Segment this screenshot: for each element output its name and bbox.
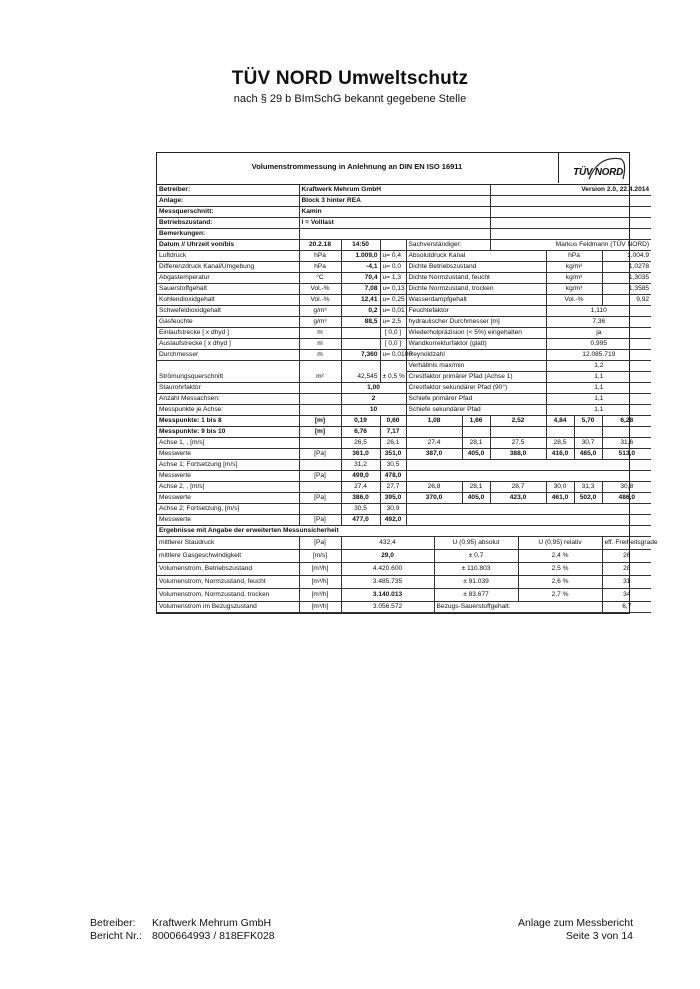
cell-value: 386,0 xyxy=(341,493,380,504)
param-unit: m xyxy=(299,328,341,339)
cell-value: 405,0 xyxy=(462,449,490,460)
param-right-label: Crestfaktor primärer Pfad (Achse 1) xyxy=(406,372,546,383)
cell-value: 492,0 xyxy=(380,515,406,526)
form-title: Volumenstrommessung in Anlehnung an DIN EN ISO 16911 xyxy=(251,162,463,171)
result-rel: 2,7 % xyxy=(518,589,602,602)
param-right-value: 1,3585 xyxy=(602,284,651,295)
param-label: Differenzdruck Kanal/Umgebung xyxy=(157,262,299,273)
cell-value: 5,70 xyxy=(574,416,602,427)
result-row xyxy=(157,537,651,550)
param-label: Luftdruck xyxy=(157,251,299,262)
footer-operator xyxy=(90,917,275,930)
cell-value: 6,76 xyxy=(341,427,380,438)
row-unit: [m] xyxy=(299,416,341,427)
info-value: Kamin xyxy=(299,207,490,218)
param-right-value: 1,110 xyxy=(546,306,651,317)
cell-value: 4,84 xyxy=(546,416,574,427)
expert-name: Markus Feldmann (TÜV NORD) xyxy=(490,240,651,251)
param-value: 70,4 xyxy=(341,273,380,284)
info-value: l = Volllast xyxy=(299,218,490,229)
cell-value: 27,4 xyxy=(341,482,380,493)
param-right-unit: kg/m³ xyxy=(546,284,602,295)
footer-report-label: Bericht Nr.: xyxy=(90,930,142,942)
footer-report xyxy=(90,930,275,943)
param-right-value: 1,1 xyxy=(546,405,651,416)
cell-value: 370,0 xyxy=(406,493,462,504)
param-unit: Vol.-% xyxy=(299,284,341,295)
row-label: Messwerte xyxy=(157,515,299,526)
param-value: 12,41 xyxy=(341,295,380,306)
cell-value: 27,7 xyxy=(380,482,406,493)
param-value: -4,1 xyxy=(341,262,380,273)
measurement-points-row xyxy=(157,416,651,427)
datum-date: 20.2.18 xyxy=(299,240,341,251)
result-unit: [m/s] xyxy=(299,550,341,563)
cell-value: 416,0 xyxy=(546,449,574,460)
param-label: Staurohrfaktor xyxy=(157,383,299,394)
param-value: 1,00 xyxy=(341,383,406,394)
ratio-row xyxy=(157,361,651,372)
param-value: 42,545 xyxy=(341,372,380,383)
param-right-value: 1.004,9 xyxy=(602,251,651,262)
param-right-value: 1,1 xyxy=(546,394,651,405)
result-label: Volumenstrom, Normzustand, feucht xyxy=(157,576,299,589)
cell-value: 28,1 xyxy=(462,438,490,449)
param-right-value: 9,92 xyxy=(602,295,651,306)
param-right-value: 1,3035 xyxy=(602,273,651,284)
footer-report-value: 8000664993 / 818EFK028 xyxy=(152,930,275,942)
param-unit: m xyxy=(299,339,341,350)
cell-value: 31,3 xyxy=(574,482,602,493)
result-rel: 2,6 % xyxy=(518,576,602,589)
cell-value: 28,1 xyxy=(462,482,490,493)
param-row xyxy=(157,372,651,383)
datum-label: Datum // Uhrzeit von/bis xyxy=(157,240,299,251)
row-unit: [Pa] xyxy=(299,493,341,504)
cell-value: 30,8 xyxy=(602,482,651,493)
param-row xyxy=(157,339,651,350)
param-right-label: Dichte Normzustand, feucht xyxy=(406,273,546,284)
footer-operator-value: Kraftwerk Mehrum GmbH xyxy=(152,917,272,929)
info-value: Kraftwerk Mehrum GmbH xyxy=(299,185,490,196)
param-right-unit: hPa xyxy=(546,251,602,262)
version-label: Version 2.0, 22.4.2014 xyxy=(490,185,651,196)
param-value: 1.009,0 xyxy=(341,251,380,262)
param-right-label: Schiefe sekundärer Pfad xyxy=(406,405,546,416)
result-row xyxy=(157,576,651,589)
result-fg: 28 xyxy=(602,563,651,576)
param-uncertainty: u= 0,0100 xyxy=(380,350,406,361)
reference-o2-label: Bezugs-Sauerstoffgehalt: xyxy=(434,602,602,613)
param-value: 2 xyxy=(341,394,406,405)
result-unit: [m³/h] xyxy=(299,602,341,613)
result-value: 432,4 xyxy=(341,537,434,550)
cell-value: 0,19 xyxy=(341,416,380,427)
param-value: 10 xyxy=(341,405,406,416)
param-uncertainty: [ 0,0 ] xyxy=(380,339,406,350)
result-abs: ± 0,7 xyxy=(434,550,518,563)
param-value: 7,08 xyxy=(341,284,380,295)
param-value: 0,2 xyxy=(341,306,380,317)
param-right-label: Wasserdampfgehalt xyxy=(406,295,546,306)
row-label: Messwerte xyxy=(157,493,299,504)
param-right-value: 1,0278 xyxy=(602,262,651,273)
param-uncertainty: ± 0,5 % xyxy=(380,372,406,383)
cell-value: 2,52 xyxy=(490,416,546,427)
row-label: Achse 1; Fortsetzung [m/s] xyxy=(157,460,299,471)
row-label: Messpunkte: 1 bis 8 xyxy=(157,416,299,427)
param-uncertainty: u= 1,3 xyxy=(380,273,406,284)
info-row xyxy=(157,196,651,207)
param-row xyxy=(157,284,651,295)
result-unit: [Pa] xyxy=(299,537,341,550)
ratio-label: Verhältnis max/min xyxy=(406,361,546,372)
param-label: Auslaufstrecke [ x dhyd ] xyxy=(157,339,299,350)
axis-velocity-row xyxy=(157,482,651,493)
cell-value: 478,0 xyxy=(380,471,406,482)
result-unit: [m³/h] xyxy=(299,576,341,589)
row-label: Achse 2; Fortsetzung, [m/s] xyxy=(157,504,299,515)
col-rel-header: U (0,95) relativ xyxy=(518,537,602,550)
pressure-values-row xyxy=(157,515,651,526)
footer-right xyxy=(518,917,633,943)
cell-value: 30,5 xyxy=(380,460,406,471)
result-abs: ± 110.803 xyxy=(434,563,518,576)
param-value: 7,360 xyxy=(341,350,380,361)
result-rel: 2,4 % xyxy=(518,550,602,563)
param-label: Kohlendioxidgehalt xyxy=(157,295,299,306)
info-label: Bemerkungen: xyxy=(157,229,299,240)
param-row xyxy=(157,273,651,284)
result-value: 29,0 xyxy=(341,550,434,563)
cell-value: 31,6 xyxy=(602,438,651,449)
param-unit: Vol.-% xyxy=(299,295,341,306)
param-unit: g/m³ xyxy=(299,317,341,328)
param-label: Anzahl Messachsen: xyxy=(157,394,299,405)
result-value: 3.056.572 xyxy=(341,602,434,613)
info-label: Messquerschnitt: xyxy=(157,207,299,218)
param-row xyxy=(157,306,651,317)
form-title-row xyxy=(157,153,629,185)
cell-value: 1,66 xyxy=(462,416,490,427)
param-unit: m² xyxy=(299,372,341,383)
param-right-unit: kg/m³ xyxy=(546,273,602,284)
cell-value: 486,0 xyxy=(602,493,651,504)
param-row xyxy=(157,295,651,306)
datum-row xyxy=(157,240,651,251)
cell-value: 1,08 xyxy=(406,416,462,427)
param-unit: °C xyxy=(299,273,341,284)
cell-value: 30,9 xyxy=(380,504,406,515)
result-row xyxy=(157,550,651,563)
cell-value: 461,0 xyxy=(546,493,574,504)
cell-value: 423,0 xyxy=(490,493,546,504)
param-right-value: 7,36 xyxy=(546,317,651,328)
form-table xyxy=(157,185,658,613)
result-label: Volumenstrom im Bezugszustand xyxy=(157,602,299,613)
measurement-points-row xyxy=(157,427,651,438)
cell-value: 499,0 xyxy=(341,471,380,482)
info-label: Anlage: xyxy=(157,196,299,207)
param-right-label: Reynoldzahl xyxy=(406,350,546,361)
info-value xyxy=(299,229,490,240)
result-row xyxy=(157,589,651,602)
param-right-value: 12.085.719 xyxy=(546,350,651,361)
axis-velocity-row xyxy=(157,504,651,515)
param-uncertainty: [ 0,0 ] xyxy=(380,328,406,339)
cell-value: 485,0 xyxy=(574,449,602,460)
info-label: Betriebszustand: xyxy=(157,218,299,229)
param-right-label: Wiederholpräzision (< 5%) eingehalten xyxy=(406,328,546,339)
axis-velocity-row xyxy=(157,460,651,471)
result-abs: ± 91.039 xyxy=(434,576,518,589)
param-right-label: Dichte Normzustand, trocken xyxy=(406,284,546,295)
cell-value: 477,0 xyxy=(341,515,380,526)
result-unit: [m³/h] xyxy=(299,563,341,576)
datum-time: 14:50 xyxy=(341,240,380,251)
row-label: Messwerte xyxy=(157,471,299,482)
cell-value: 26,5 xyxy=(341,438,380,449)
tuv-nord-logo xyxy=(558,153,629,183)
param-uncertainty: u= 2,5 xyxy=(380,317,406,328)
param-row xyxy=(157,394,651,405)
result-fg: 31 xyxy=(602,576,651,589)
row-label: Messwerte xyxy=(157,449,299,460)
cell-value: 28,5 xyxy=(546,438,574,449)
cell-value: 7,17 xyxy=(380,427,406,438)
cell-value: 502,0 xyxy=(574,493,602,504)
param-label: Abgastemperatur xyxy=(157,273,299,284)
document-subtitle: nach § 29 b BImSchG bekannt gegebene Stelle xyxy=(233,93,467,105)
result-label: mittlere Gasgeschwindigkeit xyxy=(157,550,299,563)
footer-operator-label: Betreiber: xyxy=(90,917,136,929)
row-label: Messpunkte: 9 bis 10 xyxy=(157,427,299,438)
info-row xyxy=(157,207,651,218)
cell-value: 28,7 xyxy=(490,482,546,493)
param-uncertainty: u= 0,4 xyxy=(380,251,406,262)
cell-value: 405,0 xyxy=(462,493,490,504)
row-unit: [Pa] xyxy=(299,449,341,460)
cell-value: 513,0 xyxy=(602,449,651,460)
cell-value: 351,0 xyxy=(380,449,406,460)
param-right-value: 1,1 xyxy=(546,372,651,383)
param-right-label: Wandkorrekturfaktor (glatt) xyxy=(406,339,546,350)
param-row xyxy=(157,405,651,416)
param-row xyxy=(157,251,651,262)
row-label: Achse 1, , [m/s] xyxy=(157,438,299,449)
param-label: Durchmesser xyxy=(157,350,299,361)
pressure-values-row xyxy=(157,493,651,504)
param-row xyxy=(157,317,651,328)
cell-value: 30,0 xyxy=(546,482,574,493)
param-right-value: ja xyxy=(546,328,651,339)
footer-left xyxy=(90,917,275,943)
result-abs: ± 83.677 xyxy=(434,589,518,602)
measurement-form xyxy=(156,152,658,614)
results-heading-row xyxy=(157,526,651,537)
pressure-values-row xyxy=(157,471,651,482)
info-label: Betreiber: xyxy=(157,185,299,196)
page-number: Seite 3 von 14 xyxy=(565,930,633,942)
info-value: Block 3 hinter REA xyxy=(299,196,490,207)
row-label: Achse 2, , [m/s] xyxy=(157,482,299,493)
document-title: TÜV NORD Umweltschutz xyxy=(231,68,469,89)
param-label: Sauerstoffgehalt xyxy=(157,284,299,295)
param-uncertainty: u= 0,0 xyxy=(380,262,406,273)
param-uncertainty: u= 0,25 xyxy=(380,295,406,306)
col-fg-header: eff. Freiheitsgrade xyxy=(602,537,651,550)
param-uncertainty: u= 0,13 xyxy=(380,284,406,295)
cell-value: 26,8 xyxy=(406,482,462,493)
cell-value: 388,0 xyxy=(490,449,546,460)
param-label: Schwefeldioxidgehalt xyxy=(157,306,299,317)
cell-value: 361,0 xyxy=(341,449,380,460)
param-label: Gasfeuchte xyxy=(157,317,299,328)
param-right-label: Dichte Betriebszustand xyxy=(406,262,546,273)
param-right-unit: Vol.-% xyxy=(546,295,602,306)
result-rel: 2,5 % xyxy=(518,563,602,576)
cell-value: 27,5 xyxy=(490,438,546,449)
row-unit: [Pa] xyxy=(299,471,341,482)
param-uncertainty: u= 0,01 xyxy=(380,306,406,317)
info-row xyxy=(157,229,651,240)
result-value: 3.140.013 xyxy=(341,589,434,602)
param-right-label: hydraulischer Durchmesser [m] xyxy=(406,317,546,328)
param-right-value: 1,1 xyxy=(546,383,651,394)
result-label: Volumenstrom, Normzustand, trocken xyxy=(157,589,299,602)
param-label: Strömungsquerschnitt xyxy=(157,372,299,383)
param-right-label: Feuchtefaktor xyxy=(406,306,546,317)
reference-row xyxy=(157,602,651,613)
param-row xyxy=(157,383,651,394)
ratio-value: 1,2 xyxy=(546,361,651,372)
param-value xyxy=(341,328,380,339)
result-fg: 34 xyxy=(602,589,651,602)
pressure-values-row xyxy=(157,449,651,460)
logo-text: TÜV NORD xyxy=(573,167,623,178)
results-heading: Ergebnisse mit Angabe der erweiterten Messunsicherheit xyxy=(157,526,651,537)
col-abs-header: U (0,95) absolut xyxy=(434,537,518,550)
param-label: Einlaufstrecke [ x dhyd ] xyxy=(157,328,299,339)
param-value: 88,5 xyxy=(341,317,380,328)
param-right-value: 0,995 xyxy=(546,339,651,350)
expert-label: Sachverständiger: xyxy=(406,240,490,251)
param-value xyxy=(341,339,380,350)
param-right-unit: kg/m³ xyxy=(546,262,602,273)
axis-velocity-row xyxy=(157,438,651,449)
result-unit: [m³/h] xyxy=(299,589,341,602)
param-right-label: Schiefe primärer Pfad xyxy=(406,394,546,405)
cell-value: 0,60 xyxy=(380,416,406,427)
param-unit: g/m³ xyxy=(299,306,341,317)
param-row xyxy=(157,262,651,273)
cell-value: 30,5 xyxy=(341,504,380,515)
cell-value: 387,0 xyxy=(406,449,462,460)
result-row xyxy=(157,563,651,576)
cell-value: 27,4 xyxy=(406,438,462,449)
param-row xyxy=(157,328,651,339)
info-row xyxy=(157,185,651,196)
param-label: Messpunkte je Achse: xyxy=(157,405,299,416)
param-unit: hPa xyxy=(299,251,341,262)
row-unit: [m] xyxy=(299,427,341,438)
result-fg: 26 xyxy=(602,550,651,563)
cell-value: 31,2 xyxy=(341,460,380,471)
result-label: Volumenstrom, Betriebszustand xyxy=(157,563,299,576)
cell-value: 26,1 xyxy=(380,438,406,449)
footer-annex: Anlage zum Messbericht xyxy=(518,917,633,929)
param-row xyxy=(157,350,651,361)
info-row xyxy=(157,218,651,229)
param-unit: m xyxy=(299,350,341,361)
result-value: 4.420.600 xyxy=(341,563,434,576)
cell-value: 6,28 xyxy=(602,416,651,427)
result-label: mittlerer Staudruck xyxy=(157,537,299,550)
cell-value: 30,7 xyxy=(574,438,602,449)
row-unit: [Pa] xyxy=(299,515,341,526)
result-value: 3.485.735 xyxy=(341,576,434,589)
param-unit: hPa xyxy=(299,262,341,273)
cell-value: 395,0 xyxy=(380,493,406,504)
reference-o2-value: 6,7 xyxy=(602,602,651,613)
param-right-label: Absolutdruck Kanal xyxy=(406,251,546,262)
param-right-label: Crestfaktor sekundärer Pfad (90°) xyxy=(406,383,546,394)
